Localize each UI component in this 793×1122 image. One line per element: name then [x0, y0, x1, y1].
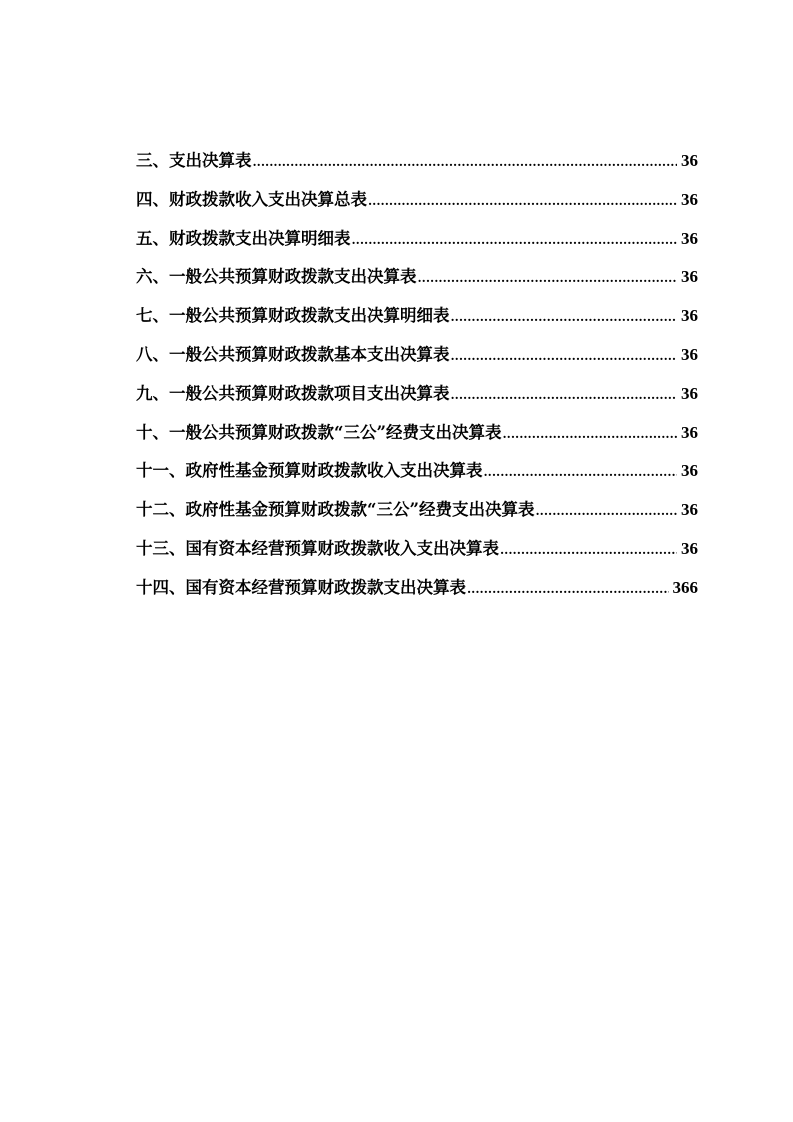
toc-entry-7[interactable] [136, 297, 698, 336]
toc-entry-title: 十、一般公共预算财政拨款“三公”经费支出决算表 [136, 422, 502, 442]
toc-entry-page: 36 [681, 189, 698, 209]
toc-entry-5[interactable] [136, 220, 698, 259]
toc-entry-page: 36 [681, 344, 698, 364]
toc-entry-title: 十一、政府性基金预算财政拨款收入支出决算表 [136, 461, 483, 481]
toc-entry-14[interactable] [136, 569, 698, 608]
toc-entry-page: 36 [681, 538, 698, 558]
toc-entry-10[interactable] [136, 414, 698, 453]
toc-entry-page: 366 [672, 577, 698, 597]
toc-entry-page: 36 [681, 228, 698, 248]
toc-entry-page: 36 [681, 267, 698, 287]
toc-entry-13[interactable] [136, 530, 698, 569]
toc-entry-title: 七、一般公共预算财政拨款支出决算明细表 [136, 306, 450, 326]
toc-dot-leader [253, 142, 678, 182]
toc-entry-page: 36 [681, 461, 698, 481]
toc-dot-leader [484, 452, 678, 492]
toc-entry-page: 36 [681, 306, 698, 326]
toc-entry-9[interactable] [136, 375, 698, 414]
toc-entry-title: 六、一般公共预算财政拨款支出决算表 [136, 267, 417, 287]
toc-entry-title: 十三、国有资本经营预算财政拨款收入支出决算表 [136, 538, 499, 558]
toc-entry-page: 36 [681, 151, 698, 170]
toc-dot-leader [502, 414, 677, 454]
toc-entry-8[interactable] [136, 336, 698, 375]
toc-dot-leader [451, 336, 678, 376]
toc-entry-title: 十二、政府性基金预算财政拨款“三公”经费支出决算表 [136, 500, 535, 520]
toc-entry-page: 36 [681, 422, 698, 442]
toc-entry-11[interactable] [136, 452, 698, 491]
toc-dot-leader [500, 530, 677, 570]
toc-dot-leader [352, 220, 678, 260]
toc-dot-leader [467, 569, 669, 609]
toc-dot-leader [418, 258, 678, 298]
toc-entry-3[interactable] [136, 142, 698, 181]
toc-dot-leader [451, 297, 678, 337]
toc-entry-title: 八、一般公共预算财政拨款基本支出决算表 [136, 344, 450, 364]
toc-entry-title: 五、财政拨款支出决算明细表 [136, 228, 351, 248]
toc-dot-leader [368, 181, 677, 221]
toc-dot-leader [535, 491, 677, 531]
table-of-contents [136, 142, 698, 608]
toc-entry-page: 36 [681, 383, 698, 403]
toc-entry-title: 三、支出决算表 [136, 151, 252, 170]
toc-entry-title: 十四、国有资本经营预算财政拨款支出决算表 [136, 577, 466, 597]
toc-dot-leader [451, 375, 678, 415]
toc-entry-title: 四、财政拨款收入支出决算总表 [136, 189, 367, 209]
toc-entry-12[interactable] [136, 491, 698, 530]
toc-entry-title: 九、一般公共预算财政拨款项目支出决算表 [136, 383, 450, 403]
toc-entry-6[interactable] [136, 258, 698, 297]
toc-entry-4[interactable] [136, 181, 698, 220]
toc-entry-page: 36 [681, 500, 698, 520]
